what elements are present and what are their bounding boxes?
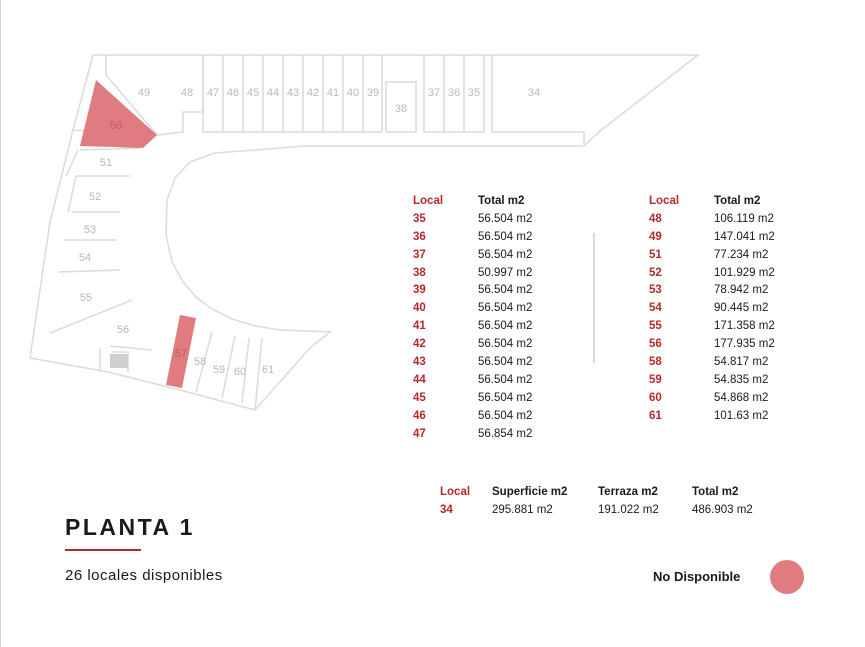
cell-total: 56.504 m2 [478,302,533,315]
unit-label-45: 45 [246,87,260,99]
header-superficie: Superficie m2 [492,486,568,498]
unit-label-41: 41 [326,87,340,99]
cell-local: 45 [413,391,426,404]
cell-total: 56.504 m2 [478,284,533,297]
unit-label-49: 49 [137,87,151,99]
cell-total: 56.504 m2 [478,230,533,243]
unit-label-38: 38 [394,103,408,115]
cell-total: 106.119 m2 [714,212,774,225]
cell-local: 35 [413,212,426,225]
unit-label-53: 53 [83,224,97,236]
unit-label-39: 39 [366,87,380,99]
cell-total: 56.504 m2 [478,212,533,225]
unit-label-35: 35 [467,87,481,99]
unit-label-55: 55 [79,292,93,304]
header-total: Total m2 [714,195,761,207]
table-row [413,318,532,336]
cell-total: 54.835 m2 [714,373,769,386]
cell-local: 47 [413,427,426,440]
cell-local: 54 [649,302,662,315]
cell-total: 56.504 m2 [478,320,533,333]
cell-local: 58 [649,356,662,369]
cell-local: 52 [649,266,662,279]
unit-label-47: 47 [206,87,220,99]
header-total: Total m2 [692,486,739,498]
table-divider [593,233,595,363]
table-row [649,336,775,354]
table-left-header [413,193,532,211]
header-local: Local [649,195,680,207]
cell-local: 34 [440,504,453,516]
cell-local: 41 [413,320,426,333]
table-row [649,247,775,265]
cell-total: 56.504 m2 [478,338,533,351]
table-row [413,426,532,444]
cell-local: 40 [413,302,426,315]
table-row [413,247,532,265]
table-left [413,193,532,443]
table-row [649,318,775,336]
table-row [649,229,775,247]
table-row [649,354,775,372]
table-row [413,408,532,426]
header-local: Local [413,195,444,207]
unit-label-61: 61 [261,364,275,376]
header-total: Total m2 [478,195,525,207]
cell-total: 56.504 m2 [478,409,533,422]
cell-total: 90.445 m2 [714,302,769,315]
table-row [413,372,532,390]
cell-total: 56.504 m2 [478,391,533,404]
table-row [413,300,532,318]
table-row [649,390,775,408]
cell-total: 50.997 m2 [478,266,533,279]
unit-label-52: 52 [88,191,102,203]
unit-label-51: 51 [99,157,113,169]
table-row [649,408,775,426]
table-right-header [649,193,775,211]
cell-local: 36 [413,230,426,243]
unit-label-56: 56 [116,324,130,336]
cell-total: 77.234 m2 [714,248,769,261]
header-terraza: Terraza m2 [598,486,658,498]
cell-local: 51 [649,248,662,261]
cell-local: 60 [649,391,662,404]
cell-local: 55 [649,320,662,333]
cell-total: 101.929 m2 [714,266,775,279]
header-local: Local [440,486,471,498]
cell-local: 38 [413,266,426,279]
cell-total: 486.903 m2 [692,504,753,516]
cell-local: 39 [413,284,426,297]
unit-label-44: 44 [266,87,280,99]
cell-local: 53 [649,284,662,297]
title-underline [65,549,141,551]
unit-label-50: 50 [109,120,123,132]
plan-outline [30,55,698,410]
cell-total: 56.854 m2 [478,427,533,440]
table-local-34 [440,483,753,519]
unit-label-36: 36 [447,87,461,99]
cell-total: 54.817 m2 [714,356,769,369]
cell-terraza: 191.022 m2 [598,504,659,516]
table-row [413,336,532,354]
unit-label-60: 60 [233,366,247,378]
table-row [649,265,775,283]
unit-label-46: 46 [226,87,240,99]
table-row [413,282,532,300]
cell-total: 78.942 m2 [714,284,769,297]
cell-local: 48 [649,212,662,225]
table-row [413,354,532,372]
unit-label-42: 42 [306,87,320,99]
unit-label-43: 43 [286,87,300,99]
cell-local: 61 [649,409,662,422]
cell-total: 177.935 m2 [714,338,775,351]
cell-total: 56.504 m2 [478,248,533,261]
unit-label-34: 34 [527,87,541,99]
cell-local: 49 [649,230,662,243]
legend-label: No Disponible [653,569,741,584]
table-row [649,282,775,300]
page-title: PLANTA 1 [65,514,195,540]
cell-superficie: 295.881 m2 [492,504,553,516]
cell-total: 56.504 m2 [478,373,533,386]
cell-total: 54.868 m2 [714,391,769,404]
unit-label-58: 58 [193,356,207,368]
cell-total: 101.63 m2 [714,409,769,422]
cell-local: 42 [413,338,426,351]
table-row [413,211,532,229]
legend-unavailable-swatch [770,560,804,594]
table-row [649,300,775,318]
cell-local: 37 [413,248,426,261]
cell-local: 56 [649,338,662,351]
cell-local: 43 [413,356,426,369]
cell-local: 46 [413,409,426,422]
unit-label-40: 40 [346,87,360,99]
cell-total: 147.041 m2 [714,230,775,243]
cell-local: 44 [413,373,426,386]
table-row [413,390,532,408]
unit-label-37: 37 [427,87,441,99]
table-row [413,229,532,247]
cell-local: 59 [649,373,662,386]
table-row [413,265,532,283]
unit-label-59: 59 [212,364,226,376]
table-34-header [440,483,753,501]
table-row [649,211,775,229]
cell-total: 171.358 m2 [714,320,775,333]
cell-total: 56.504 m2 [478,356,533,369]
availability-subtitle: 26 locales disponibles [65,567,223,584]
table-row [649,372,775,390]
unit-label-48: 48 [180,87,194,99]
table-34-row [440,501,753,519]
unit-label-54: 54 [78,252,92,264]
table-right [649,193,775,426]
unit-label-57: 57 [174,348,188,360]
